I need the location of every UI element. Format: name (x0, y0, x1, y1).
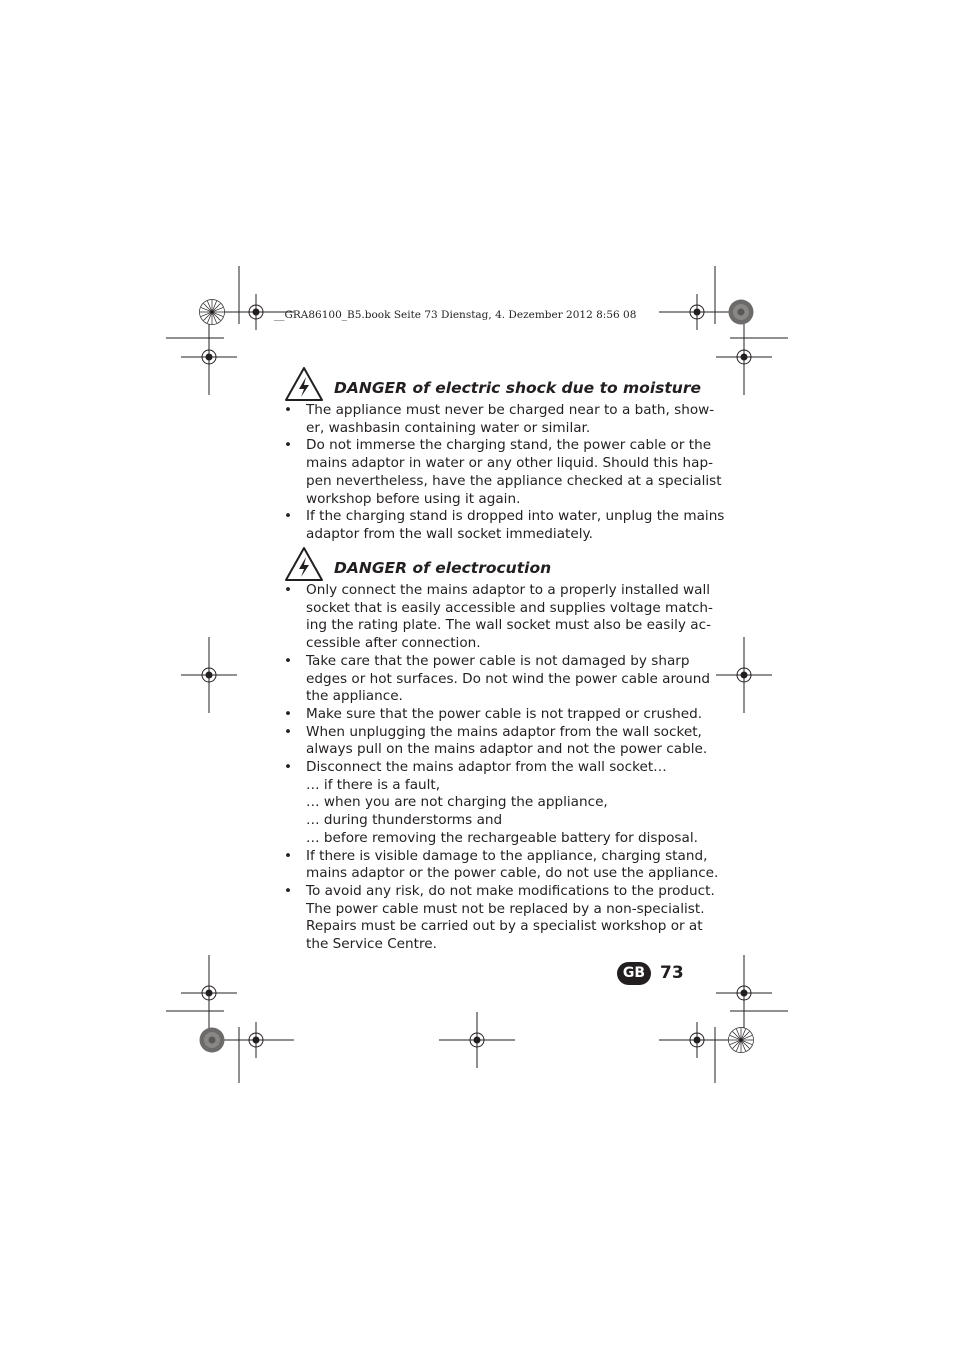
bullet: • (284, 652, 293, 669)
language-badge: GB (617, 962, 651, 985)
list-item (284, 437, 722, 508)
text-line: To avoid any risk, do not make modifications to the product. (306, 882, 715, 899)
text-line: always pull on the mains adaptor and not the power cable. (306, 741, 708, 758)
text-line: ing the rating plate. The wall socket must also be easily ac- (306, 617, 711, 634)
text-line: Make sure that the power cable is not trapped or crushed. (306, 705, 703, 722)
instruction-list (284, 582, 719, 954)
sub-item: … before removing the rechargeable battery for disposal. (306, 829, 698, 846)
text-line: adaptor from the wall socket immediately. (306, 525, 593, 542)
text-line: pen nevertheless, have the appliance checked at a specialist (306, 472, 722, 489)
text-line: Repairs must be carried out by a specialist workshop or at (306, 918, 703, 935)
sub-item: … during thunderstorms and (306, 812, 503, 829)
list-item (284, 652, 710, 706)
list-item (284, 402, 715, 437)
text-line: Disconnect the mains adaptor from the wall socket… (306, 759, 667, 776)
text-line: The power cable must not be replaced by a non-specialist. (306, 900, 705, 917)
section-heading (284, 366, 701, 402)
text-line: mains adaptor or the power cable, do not use the appliance. (306, 865, 719, 882)
text-line: Only connect the mains adaptor to a properly installed wall (306, 582, 711, 598)
text-line: Do not immerse the charging stand, the power cable or the (306, 437, 712, 454)
bullet: • (284, 847, 293, 864)
text-line: the appliance. (306, 688, 403, 705)
list-item (284, 508, 725, 543)
instruction-list (284, 402, 725, 544)
sub-item: … when you are not charging the appliance, (306, 794, 608, 811)
text-line: edges or hot surfaces. Do not wind the power cable around (306, 670, 710, 687)
text-line: If the charging stand is dropped into water, unplug the mains (306, 508, 725, 525)
list-item (284, 723, 708, 759)
text-line: workshop before using it again. (306, 490, 521, 507)
section-moisture-danger (284, 366, 725, 544)
bullet: • (284, 402, 293, 418)
bullet: • (284, 437, 293, 454)
section-title: DANGER of electric shock due to moisture (334, 379, 701, 397)
print-header: __GRA86100_B5.book Seite 73 Dienstag, 4. Dezember 2012 8:56 08 (274, 309, 637, 321)
list-item (284, 705, 703, 724)
text-line: socket that is easily accessible and supplies voltage match- (306, 599, 713, 616)
warning-electric-icon (284, 546, 324, 582)
page-number: 73 (660, 963, 684, 983)
text-line: The appliance must never be charged near to a bath, show- (306, 402, 715, 418)
text-line: When unplugging the mains adaptor from the wall socket, (306, 723, 702, 740)
warning-electric-icon (284, 366, 324, 402)
text-line: the Service Centre. (306, 936, 437, 953)
text-line: If there is visible damage to the appliance, charging stand, (306, 847, 708, 864)
section-electrocution-danger (284, 546, 719, 954)
bullet: • (284, 582, 293, 598)
bullet: • (284, 705, 293, 722)
text-line: er, washbasin containing water or similar. (306, 419, 591, 436)
section-title: DANGER of electrocution (334, 559, 552, 577)
list-item (284, 882, 715, 954)
text-line: Take care that the power cable is not damaged by sharp (306, 652, 690, 669)
list-item (284, 582, 713, 653)
sub-item: … if there is a fault, (306, 776, 441, 793)
bullet: • (284, 508, 293, 525)
section-heading (284, 546, 684, 582)
text-line: cessible after connection. (306, 635, 481, 652)
list-item (284, 759, 698, 848)
bullet: • (284, 723, 293, 740)
list-item (284, 847, 719, 883)
bullet: • (284, 882, 293, 899)
bullet: • (284, 759, 293, 776)
text-line: mains adaptor in water or any other liquid. Should this hap- (306, 455, 714, 472)
